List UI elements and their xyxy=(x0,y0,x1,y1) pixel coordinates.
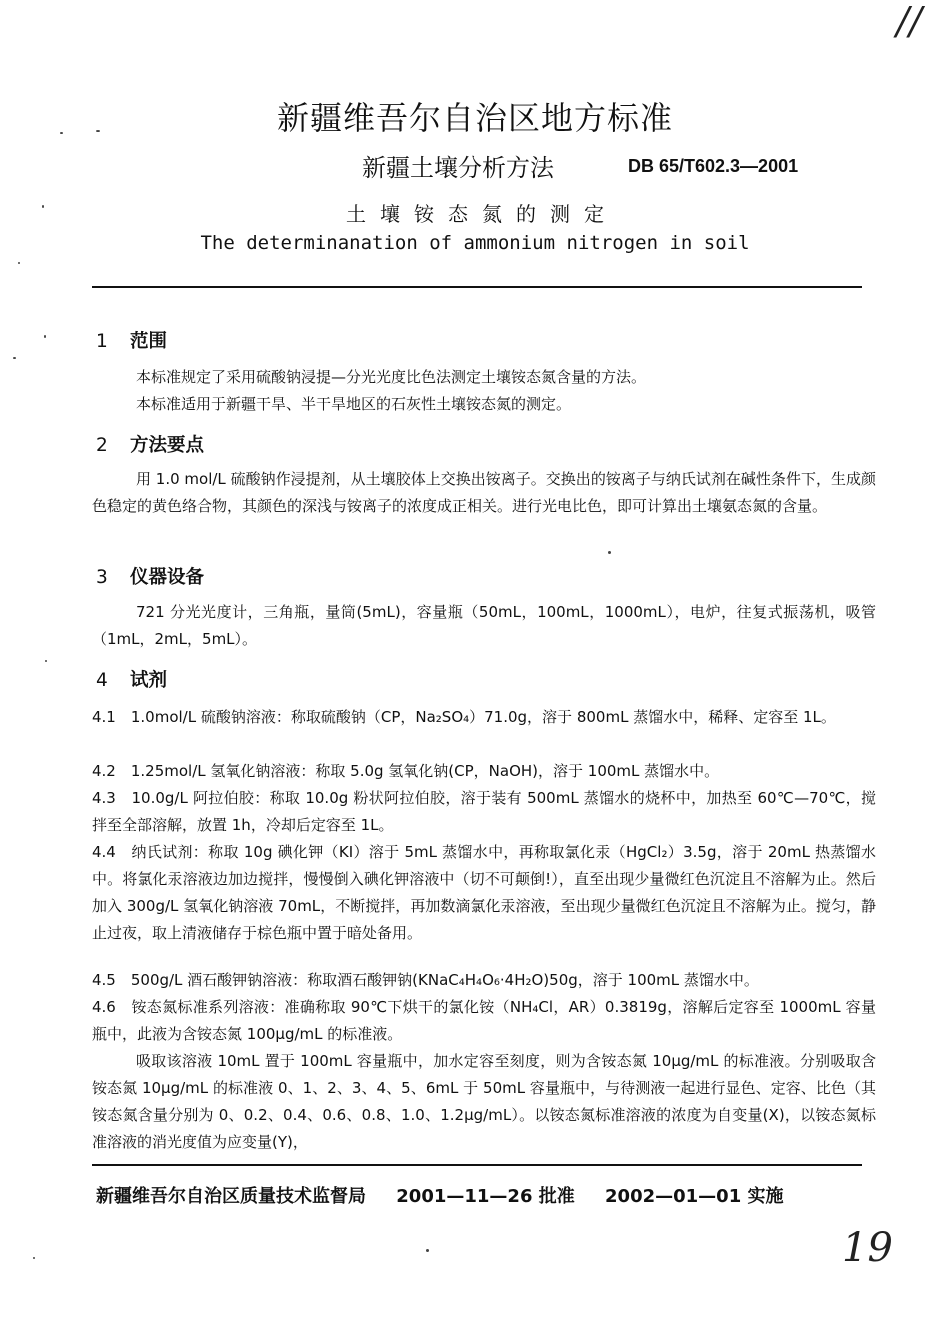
approval-date: 2001—11—26 批准 xyxy=(396,1186,575,1207)
section-heading-1 xyxy=(96,327,167,353)
reagent-item-4-3: 4.3 10.0g/L 阿拉伯胶：称取 10.0g 粉状阿拉伯胶，溶于装有 500mL 蒸馏水的烧杯中，加热至 60℃—70℃，搅拌至全部溶解，放置 1h，冷却后定容至 1L。 xyxy=(92,789,876,834)
document-title-en: The determinanation of ammonium nitrogen in soil xyxy=(200,232,750,254)
scan-speck xyxy=(18,262,20,264)
section-heading-4 xyxy=(96,666,167,692)
standard-authority-title: 新疆维吾尔自治区地方标准 xyxy=(276,99,673,137)
implementation-date: 2002—01—01 实施 xyxy=(605,1186,784,1207)
reagent-item-4-5: 4.5 500g/L 酒石酸钾钠溶液：称取酒石酸钾钠(KNaC₄H₄O₆·4H₂O)50g，溶于 100mL 蒸馏水中。 xyxy=(92,971,759,989)
paragraph: 用 1.0 mol/L 硫酸钠作浸提剂，从土壤胶体上交换出铵离子。交换出的铵离子与纳氏试剂在碱性条件下，生成颜色稳定的黄色络合物，其颜色的深浅与铵离子的浓度成正相关。进行光电比色，即可计算出土壤氨态氮的含量。 xyxy=(92,470,876,515)
handwritten-page-number: 19 xyxy=(842,1225,893,1271)
handwritten-mark-top: // xyxy=(896,0,922,43)
section-title: 方法要点 xyxy=(130,435,205,456)
scan-speck xyxy=(608,551,611,554)
paragraph: 吸取该溶液 10mL 置于 100mL 容量瓶中，加水定容至刻度，则为含铵态氮 10μg/mL 的标准液。分别吸取含铵态氮 10μg/mL 的标准液 0、1、2、3、4、5、6mL 于 50mL 容量瓶中，与待测液一起进行显色、定容、比色（其铵态氮含量分别为 0、0.2、0.4、0.6、0.8、1.0、1.2μg/mL）。以铵态氮标准溶液的浓度为自变量(X)，以铵态氮标准溶液的消光度值为应变量(Y)， xyxy=(92,1052,876,1151)
section-title: 仪器设备 xyxy=(130,567,205,588)
section-number: 2 xyxy=(96,435,108,456)
scan-speck xyxy=(426,1249,429,1252)
paragraph: 721 分光光度计，三角瓶，量筒(5mL)，容量瓶（50mL，100mL，1000mL），电炉，往复式振荡机，吸管（1mL，2mL，5mL）。 xyxy=(92,603,876,648)
paragraph: 本标准适用于新疆干旱、半干旱地区的石灰性土壤铵态氮的测定。 xyxy=(136,395,572,413)
scan-speck xyxy=(42,205,44,208)
section-heading-3 xyxy=(96,563,204,589)
reagent-item-4-6: 4.6 铵态氮标准系列溶液：准确称取 90℃下烘干的氯化铵（NH₄Cl，AR）0.3819g，溶解后定容至 1000mL 容量瓶中，此液为含铵态氮 100μg/mL 的标准液。 xyxy=(92,998,876,1043)
series-title: 新疆土壤分析方法 xyxy=(362,154,554,182)
scan-speck xyxy=(45,660,47,662)
scan-speck xyxy=(33,1257,35,1259)
paragraph: 本标准规定了采用硫酸钠浸提—分光光度比色法测定土壤铵态氮含量的方法。 xyxy=(136,368,647,386)
section-title: 试剂 xyxy=(130,670,168,691)
standard-code: DB 65/T602.3—2001 xyxy=(628,156,799,176)
scan-speck xyxy=(96,130,100,132)
issuing-authority: 新疆维吾尔自治区质量技术监督局 xyxy=(96,1186,366,1207)
section-heading-2 xyxy=(96,431,204,457)
section-number: 3 xyxy=(96,567,108,588)
section-number: 4 xyxy=(96,670,108,691)
scan-speck xyxy=(60,132,63,134)
document-title-cn: 土壤铵态氮的测定 xyxy=(346,202,618,226)
footer-divider xyxy=(92,1164,862,1166)
section-number: 1 xyxy=(96,331,108,352)
section-title: 范围 xyxy=(130,331,168,352)
footer xyxy=(96,1182,808,1208)
header-divider xyxy=(92,286,862,288)
reagent-item-4-4: 4.4 纳氏试剂：称取 10g 碘化钾（KI）溶于 5mL 蒸馏水中，再称取氯化汞（HgCl₂）3.5g，溶于 20mL 热蒸馏水中。将氯化汞溶液边加边搅拌，慢慢倒入碘化钾溶液中（切不可颠倒!），直至出现少量微红色沉淀且不溶解为止。然后加入 300g/L 氢氧化钠溶液 70mL，不断搅拌，再加数滴氯化汞溶液，至出现少量微红色沉淀且不溶解为止。搅匀，静止过夜，取上清液储存于棕色瓶中置于暗处备用。 xyxy=(92,843,876,942)
reagent-item-4-1: 4.1 1.0mol/L 硫酸钠溶液：称取硫酸钠（CP，Na₂SO₄）71.0g，溶于 800mL 蒸馏水中，稀释、定容至 1L。 xyxy=(92,708,836,726)
scan-speck xyxy=(13,357,16,359)
scan-speck xyxy=(44,335,46,338)
reagent-item-4-2: 4.2 1.25mol/L 氢氧化钠溶液：称取 5.0g 氢氧化钠(CP，NaOH)，溶于 100mL 蒸馏水中。 xyxy=(92,762,720,780)
